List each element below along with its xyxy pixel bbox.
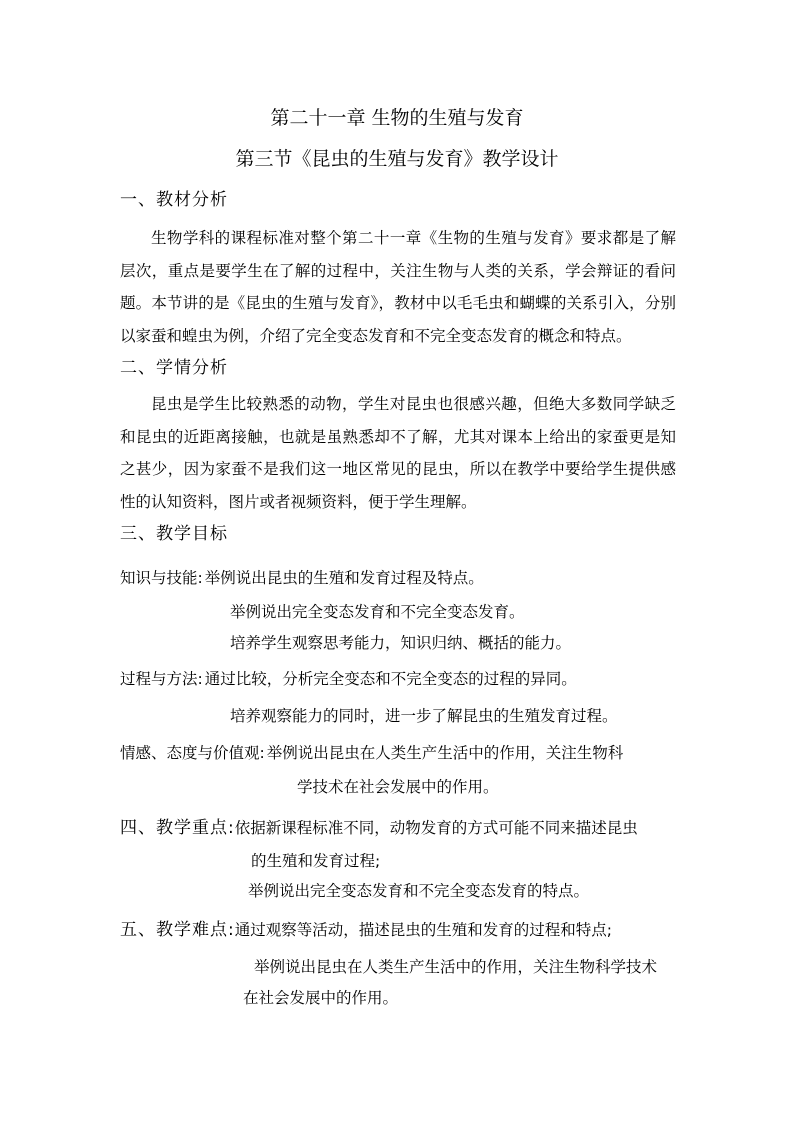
difficult-points-line: 在社会发展中的作用。 [243,989,399,1007]
section-title: 第三节《昆虫的生殖与发育》教学设计 [235,148,559,170]
goal-process-label: 过程与方法: [120,670,203,688]
heading-teaching-goals: 三、教学目标 [120,524,228,544]
goal-knowledge-item: 举例说出完全变态发育和不完全变态发育。 [230,603,525,621]
goal-knowledge-item: 举例说出昆虫的生殖和发育过程及特点。 [204,569,484,587]
difficult-points-row [120,919,612,941]
heading-key-points: 四、教学重点: [120,818,235,838]
goal-emotion-row [120,742,623,764]
paragraph-student-analysis: 昆虫是学生比较熟悉的动物，学生对昆虫也很感兴趣，但绝大多数同学缺乏和昆虫的近距离接触，也就是虽熟悉却不了解，尤其对课本上给出的家蚕更是知之甚少，因为家蚕不是我们这一地区常见的昆虫，所以在教学中要给学生提供感性的认知资料，图片或者视频资料，便于学生理解。 [120,395,676,511]
key-points-line: 依据新课程标准不同，动物发育的方式可能不同来描述昆虫 [234,819,638,837]
heading-textbook-analysis: 一、教材分析 [120,190,228,210]
difficult-points-line: 举例说出昆虫在人类生产生活中的作用，关注生物科学技术 [254,958,658,976]
key-points-line: 举例说出完全变态发育和不完全变态发育的特点。 [248,882,590,900]
goal-emotion-label: 情感、态度与价值观: [120,744,265,762]
paragraph-textbook-analysis: 生物学科的课程标准对整个第二十一章《生物的生殖与发育》要求都是了解层次，重点是要学生在了解的过程中，关注生物与人类的关系，学会辩证的看问题。本节讲的是《昆虫的生殖与发育》，教材中以毛毛虫和蝴蝶的关系引入，分别以家蚕和蝗虫为例，介绍了完全变态发育和不完全变态发育的概念和特点。 [120,229,676,345]
goal-process-row [120,668,577,690]
goal-process-item: 通过比较，分析完全变态和不完全变态的过程的异同。 [204,670,577,688]
key-points-row [120,817,638,839]
goal-emotion-line: 举例说出昆虫在人类生产生活中的作用，关注生物科 [266,744,624,762]
chapter-title: 第二十一章 生物的生殖与发育 [270,107,524,129]
difficult-points-line: 通过观察等活动，描述昆虫的生殖和发育的过程和特点; [234,921,612,939]
goal-knowledge-row [120,567,484,589]
goal-process-item: 培养观察能力的同时，进一步了解昆虫的生殖发育过程。 [230,707,618,725]
goal-emotion-line: 学技术在社会发展中的作用。 [297,778,499,796]
goal-knowledge-label: 知识与技能: [120,569,203,587]
heading-difficult-points: 五、教学难点: [120,920,235,940]
key-points-line: 的生殖和发育过程; [251,852,381,870]
goal-knowledge-item: 培养学生观察思考能力，知识归纳、概括的能力。 [230,634,572,652]
heading-student-analysis: 二、学情分析 [120,358,228,378]
